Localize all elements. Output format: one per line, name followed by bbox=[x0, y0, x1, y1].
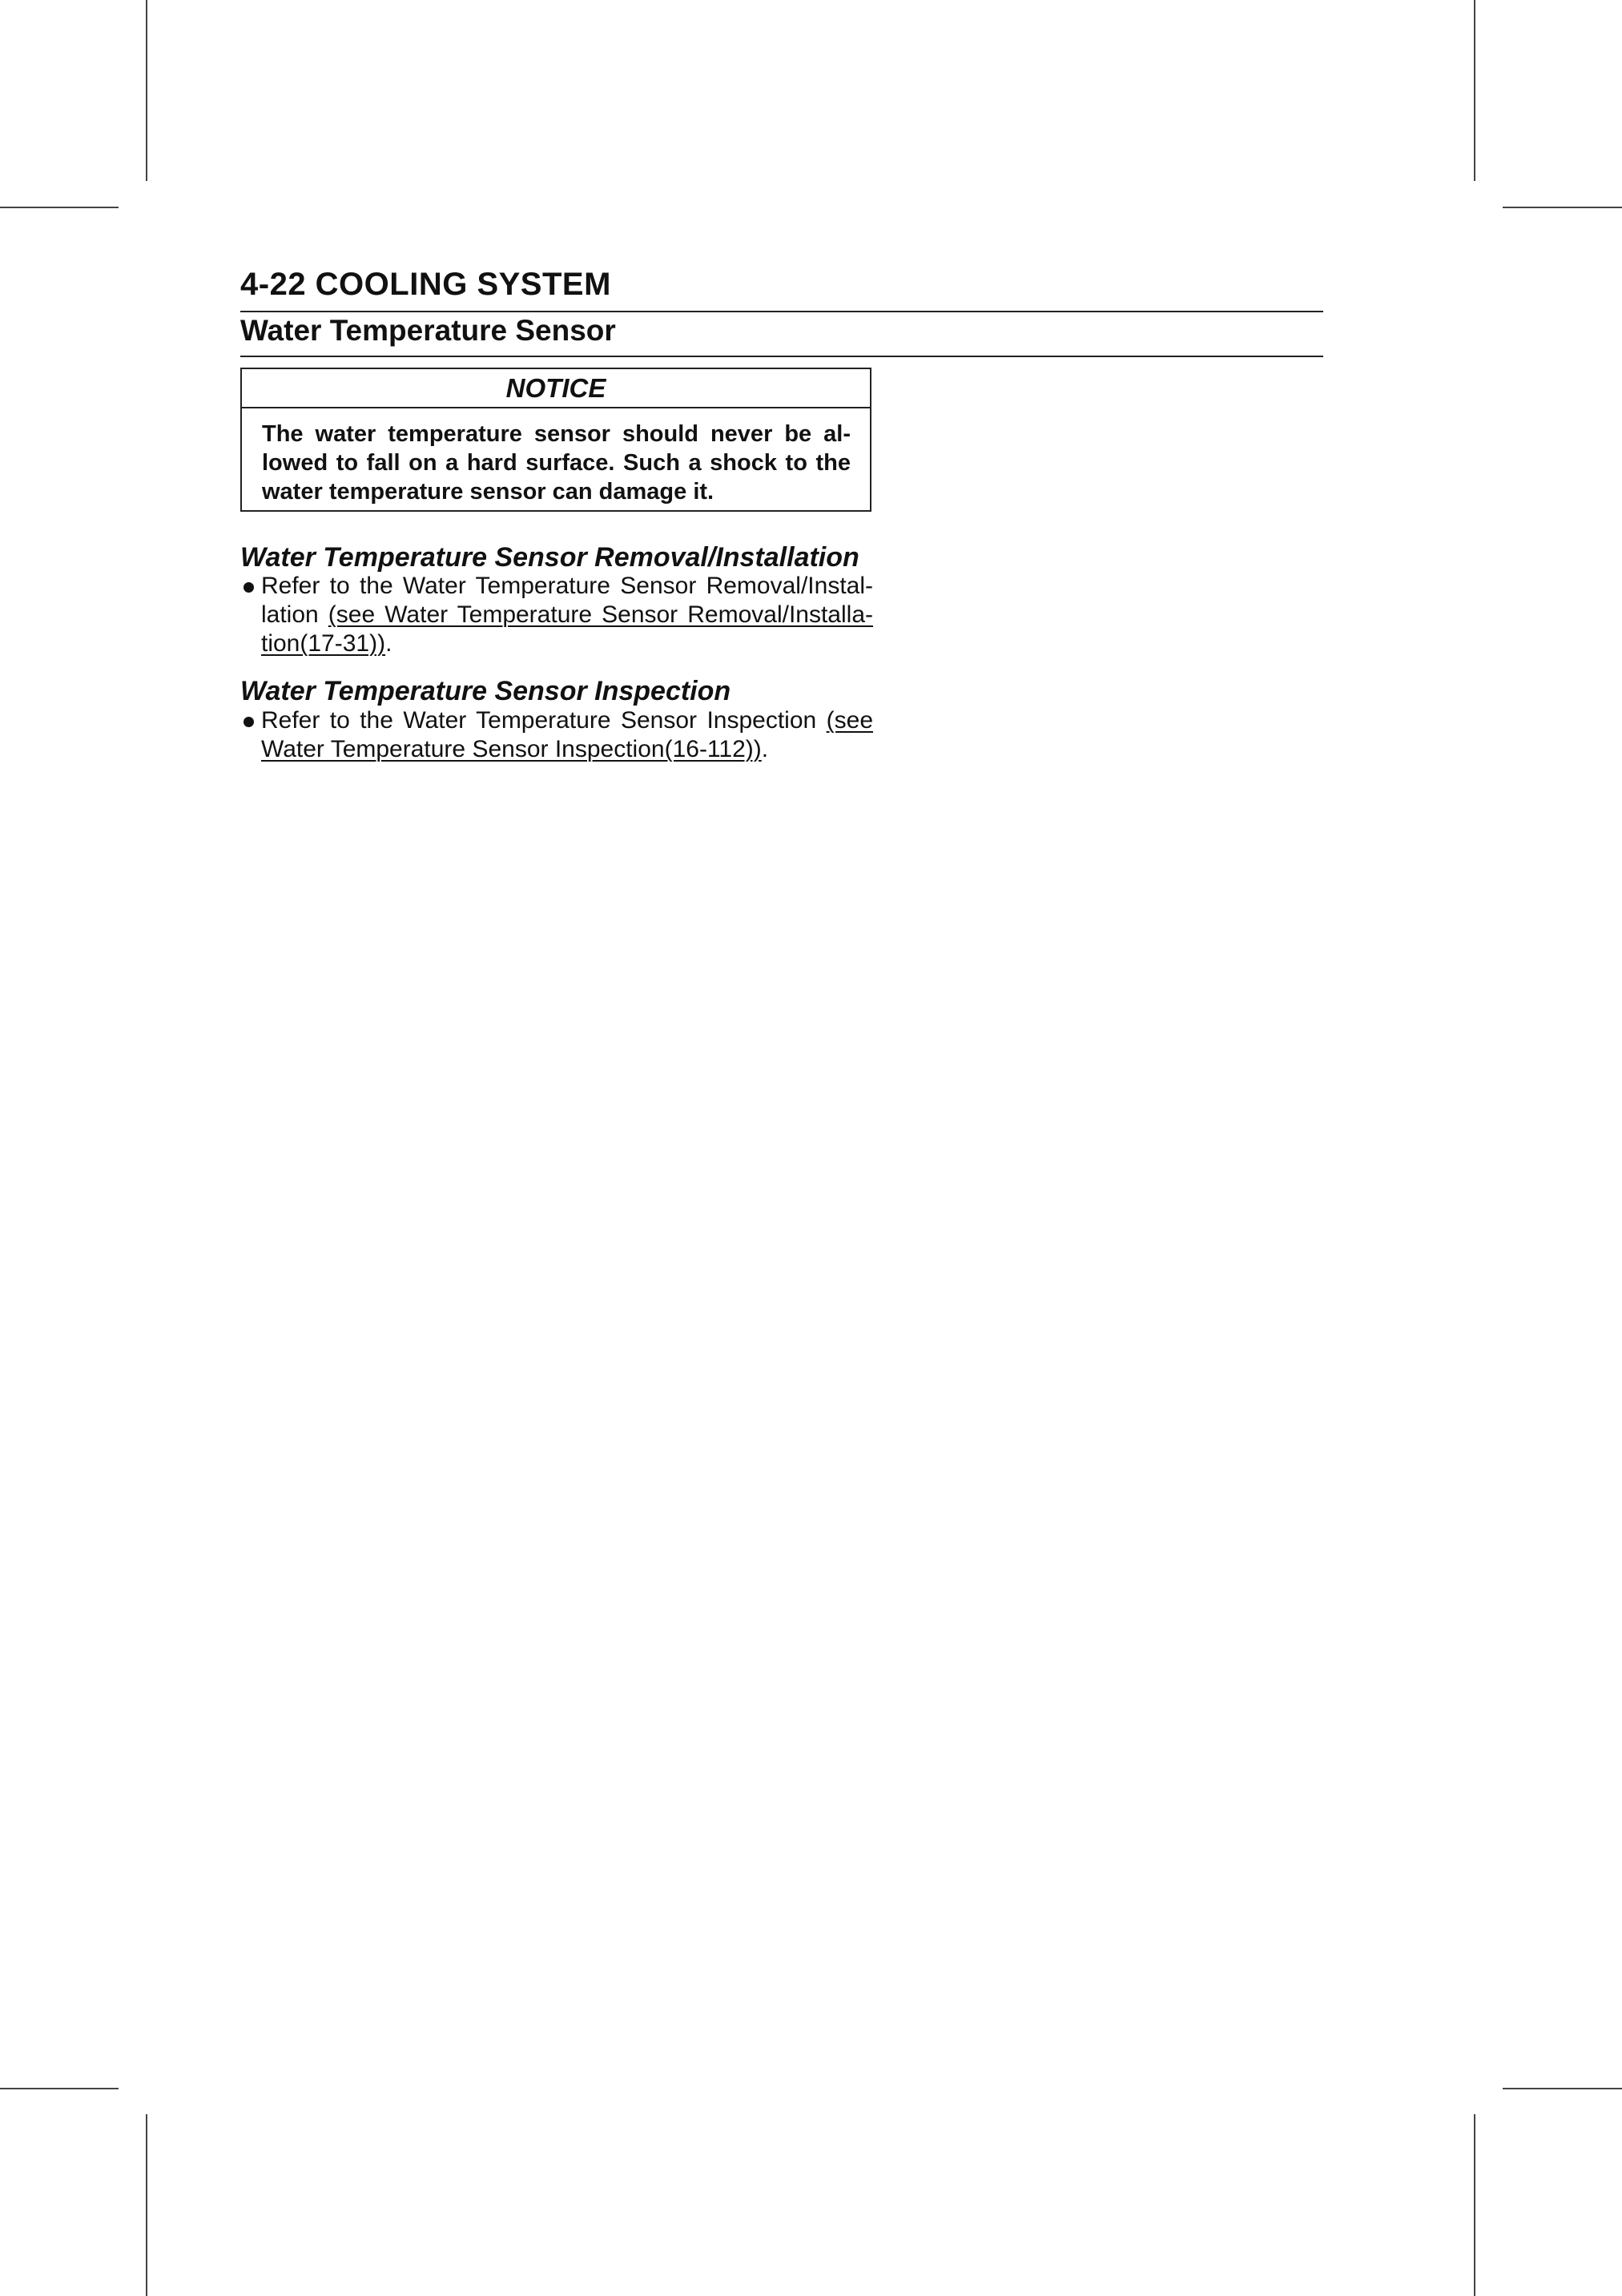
removal-installation-link-continued[interactable]: tion(17-31)) bbox=[261, 630, 386, 657]
crop-mark-bottom-left-vertical bbox=[146, 2114, 147, 2296]
inspection-link[interactable]: (see bbox=[826, 707, 873, 734]
removal-installation-item bbox=[240, 572, 873, 658]
period: . bbox=[761, 736, 769, 762]
period: . bbox=[385, 630, 392, 657]
removal-installation-heading: Water Temperature Sensor Removal/Installation bbox=[240, 542, 859, 573]
notice-line: lowed to fall on a hard surface. Such a shock to the bbox=[262, 450, 851, 476]
section-rule bbox=[240, 356, 1323, 357]
inspection-link-continued[interactable]: Water Temperature Sensor Inspection(16-112)) bbox=[261, 736, 762, 762]
crop-mark-bottom-right-vertical bbox=[1474, 2114, 1475, 2296]
removal-installation-link[interactable]: (see Water Temperature Sensor Removal/Installa- bbox=[328, 601, 873, 628]
inspection-item bbox=[240, 706, 873, 764]
item-text-line bbox=[261, 735, 873, 764]
notice-box bbox=[240, 368, 871, 512]
bullet-icon bbox=[244, 582, 254, 593]
crop-mark-top-right-horizontal bbox=[1503, 207, 1622, 208]
notice-line: The water temperature sensor should never be al- bbox=[262, 421, 851, 447]
section-title: Water Temperature Sensor bbox=[240, 314, 616, 347]
notice-heading: NOTICE bbox=[242, 369, 870, 408]
notice-line: water temperature sensor can damage it. bbox=[262, 479, 714, 505]
item-text: lation bbox=[261, 601, 328, 628]
bullet-icon bbox=[244, 717, 254, 727]
item-text-line bbox=[261, 601, 873, 629]
inspection-heading: Water Temperature Sensor Inspection bbox=[240, 676, 731, 706]
notice-text bbox=[242, 408, 870, 506]
item-text-line bbox=[261, 629, 873, 658]
crop-mark-top-left-vertical bbox=[146, 0, 147, 181]
crop-mark-top-left-horizontal bbox=[0, 207, 119, 208]
item-text-line bbox=[261, 706, 873, 735]
crop-mark-top-right-vertical bbox=[1474, 0, 1475, 181]
crop-mark-bottom-left-horizontal bbox=[0, 2088, 119, 2089]
crop-mark-bottom-right-horizontal bbox=[1503, 2088, 1622, 2089]
page-title: 4-22 COOLING SYSTEM bbox=[240, 267, 611, 302]
item-text-line: Refer to the Water Temperature Sensor Removal/Instal- bbox=[261, 573, 873, 599]
item-text: Refer to the Water Temperature Sensor Inspection bbox=[261, 707, 827, 734]
